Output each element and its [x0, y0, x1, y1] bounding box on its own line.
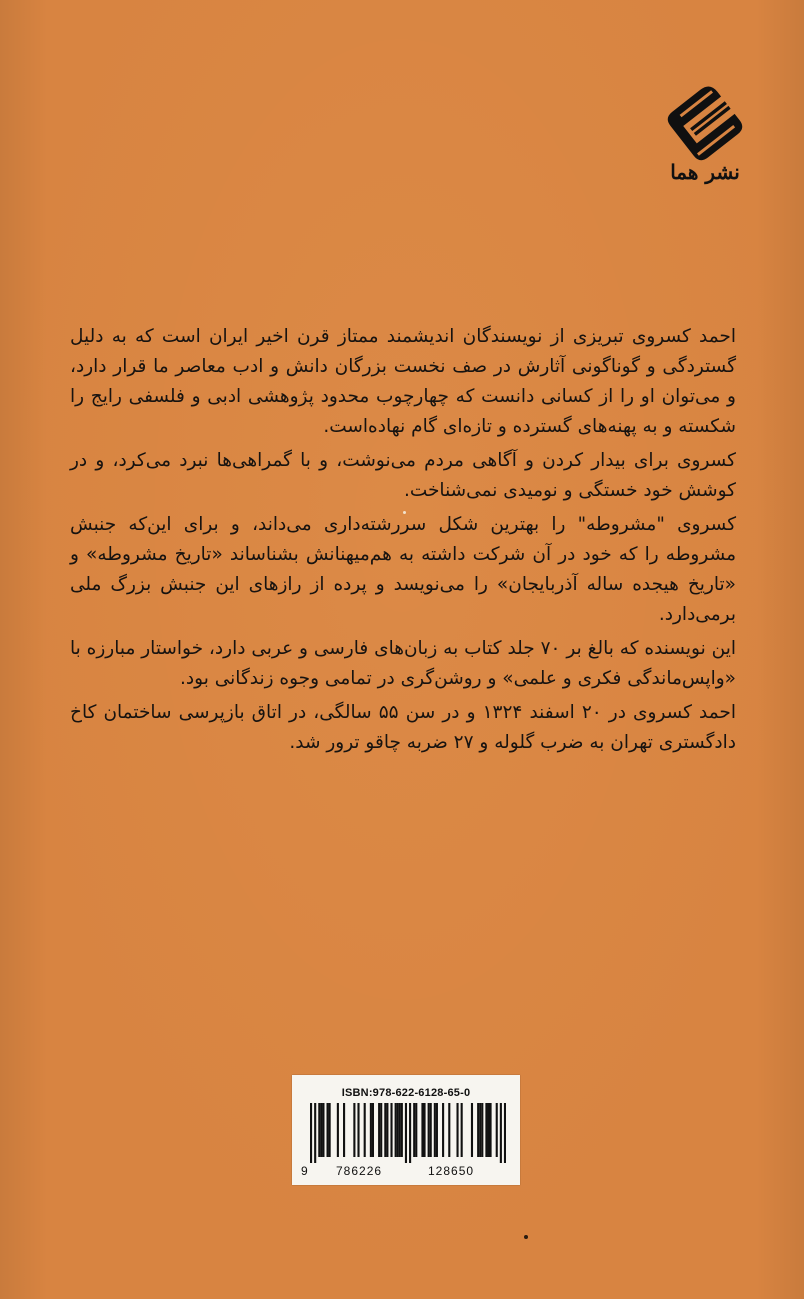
barcode-bar	[489, 1103, 491, 1157]
back-cover-blurb	[70, 322, 736, 762]
barcode-bar	[318, 1103, 320, 1157]
blurb-paragraph-2: کسروی برای بیدار کردن و آگاهی مردم می‌نوشت، و با گمراهی‌ها نبرد می‌کرد، و در کوشش خود خستگی و نومیدی نمی‌شناخت.	[70, 450, 736, 501]
barcode-bar	[487, 1103, 489, 1157]
blurb-paragraph-5: احمد کسروی در ۲۰ اسفند ۱۳۲۴ و در سن ۵۵ سالگی، در اتاق بازپرسی ساختمان کاخ دادگستری تهران به ضرب گلوله و ۲۷ ضربه چاقو ترور شد.	[70, 702, 737, 753]
barcode-bar	[471, 1103, 473, 1157]
barcode-bar	[329, 1103, 331, 1157]
barcode-digit-first: 9	[301, 1164, 308, 1178]
barcode-bar	[357, 1103, 359, 1157]
barcode-bar	[386, 1103, 388, 1157]
barcode-guard-bar	[405, 1103, 407, 1163]
barcode-bar	[413, 1103, 415, 1157]
barcode-digits-left: 786226	[336, 1164, 383, 1178]
barcode-guard-bar	[504, 1103, 506, 1163]
barcode-bar	[337, 1103, 339, 1157]
barcode-bar	[395, 1103, 397, 1157]
barcode-bar	[399, 1103, 401, 1157]
dust-speck	[403, 511, 406, 514]
blurb-paragraph-1: احمد کسروی تبریزی از نویسندگان اندیشمند ممتاز قرن اخیر ایران است که به دلیل گستردگی و گوناگونی آثارش در صف نخست بزرگان دانش و ادب معاصر ما قرار دارد، و می‌توان او را از کسانی دانست که چهارچوب محدود پژوهشی ادبی و فلسفی رایج را شکسته و به پهنه‌های گسترده و تازه‌ای گام نهاده‌است.	[70, 326, 736, 437]
barcode-bar	[384, 1103, 386, 1157]
barcode-guard-bar	[409, 1103, 411, 1163]
barcode-bar	[397, 1103, 399, 1157]
barcode-bar	[442, 1103, 444, 1157]
barcode-bar	[423, 1103, 425, 1157]
barcode-bar	[428, 1103, 430, 1157]
barcode-bar	[370, 1103, 372, 1157]
barcode-bar	[496, 1103, 498, 1157]
barcode-digits-right: 128650	[428, 1164, 475, 1178]
barcode-bar	[430, 1103, 432, 1157]
dust-speck	[524, 1235, 528, 1239]
barcode-bar	[378, 1103, 380, 1157]
publisher-name: نشر هما	[670, 160, 740, 184]
barcode-bar	[401, 1103, 403, 1157]
barcode-bar	[436, 1103, 438, 1157]
barcode-bar	[320, 1103, 322, 1157]
barcode-bar	[434, 1103, 436, 1157]
barcode-bar	[456, 1103, 458, 1157]
barcode-bar	[421, 1103, 423, 1157]
barcode-guard-bar	[310, 1103, 312, 1163]
barcode-bar	[415, 1103, 417, 1157]
blurb-paragraph-3: کسروی "مشروطه" را بهترین شکل سررشته‌داری می‌داند، و برای این‌که جنبش مشروطه را که خود در آن شرکت داشته به هم‌میهنانش بشناساند «تاریخ مشروطه» و «تاریخ هیجده ساله آذربایجان» را می‌نویسد و پرده از رازهای این جنبش بزرگ ملی برمی‌دارد.	[70, 514, 736, 625]
barcode-bar	[390, 1103, 392, 1157]
barcode-bar	[372, 1103, 374, 1157]
barcode-bar	[364, 1103, 366, 1157]
barcode-bar	[380, 1103, 382, 1157]
barcode-bar	[477, 1103, 479, 1157]
publisher-logo-icon	[664, 82, 746, 164]
barcode-bar	[461, 1103, 463, 1157]
barcode-bar	[481, 1103, 483, 1157]
blurb-paragraph-4: این نویسنده که بالغ بر ۷۰ جلد کتاب به زبان‌های فارسی و عربی دارد، خواستار مبارزه با «واپس‌ماندگی فکری و علمی» و روشن‌گری در تمامی وجوه زندگانی بود.	[70, 638, 736, 689]
barcode-bar	[448, 1103, 450, 1157]
barcode-bar	[479, 1103, 481, 1157]
barcode-bar	[353, 1103, 355, 1157]
barcode-bar	[343, 1103, 345, 1157]
isbn-barcode	[292, 1075, 520, 1185]
barcode-bar	[485, 1103, 487, 1157]
barcode-guard-bar	[314, 1103, 316, 1163]
isbn-label: ISBN:978-622-6128-65-0	[341, 1087, 471, 1099]
publisher-logo	[664, 82, 746, 192]
barcode-bar	[327, 1103, 329, 1157]
barcode-bars	[310, 1103, 506, 1163]
barcode-bar	[322, 1103, 324, 1157]
barcode-guard-bar	[500, 1103, 502, 1163]
